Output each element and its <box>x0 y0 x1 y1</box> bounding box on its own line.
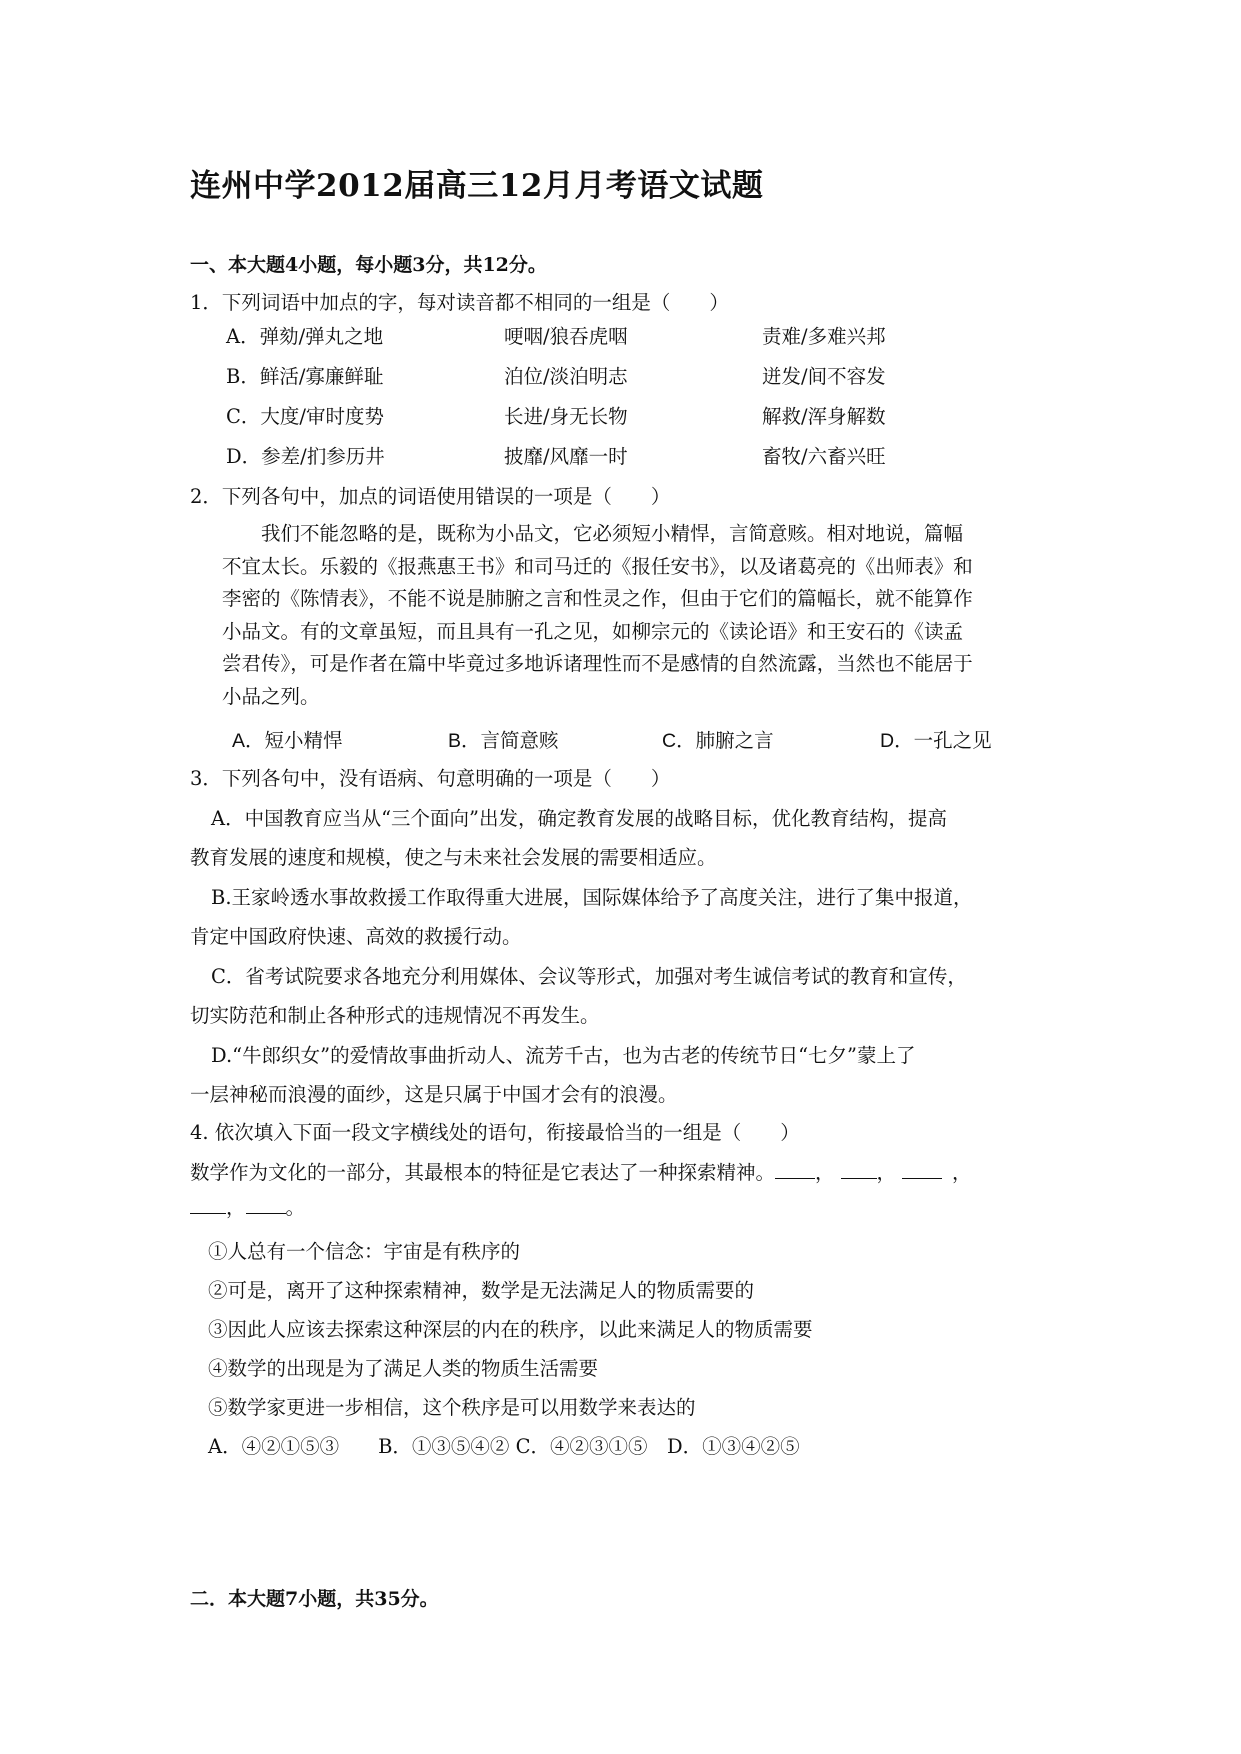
blank-separator: ， <box>815 1161 835 1184</box>
q1-option-c-col3: 解救/浑身解数 <box>762 405 886 428</box>
fill-blank <box>841 1160 877 1179</box>
q1-option-a-col2: 哽咽/狼吞虎咽 <box>504 325 628 348</box>
q2-option-a: A．短小精悍 <box>232 730 343 752</box>
q2-passage-line: 我们不能忽略的是，既称为小品文，它必须短小精悍，言简意赅。相对地说，篇幅 <box>222 522 964 545</box>
q4-options: A．④②①⑤③ B．①③⑤④② C．④②③①⑤ D．①③④②⑤ <box>208 1435 800 1458</box>
q1-option-b-col2: 泊位/淡泊明志 <box>504 365 628 388</box>
q1-option-d-col3: 畜牧/六畜兴旺 <box>762 445 886 468</box>
q3-option-b-line2: 肯定中国政府快速、高效的救援行动。 <box>190 925 522 948</box>
fill-blank <box>775 1160 815 1179</box>
q3-option-c-line2: 切实防范和制止各种形式的违规情况不再发生。 <box>190 1004 600 1027</box>
q1-option-row-a <box>226 321 986 351</box>
q1-option-a-col1: A．弹劾/弹丸之地 <box>226 325 384 348</box>
q3-option-c-line1: C．省考试院要求各地充分利用媒体、会议等形式，加强对考生诚信考试的教育和宣传， <box>211 965 967 988</box>
q2-option-c: C．肺腑之言 <box>662 730 774 752</box>
q1-option-b-col3: 迸发/间不容发 <box>762 365 886 388</box>
blank-separator: 。 <box>285 1196 306 1219</box>
question-1-stem: 1．下列词语中加点的字，每对读音都不相同的一组是（ ） <box>190 291 729 314</box>
q4-item-3: ③因此人应该去探索这种深层的内在的秩序，以此来满足人的物质需要 <box>208 1318 813 1341</box>
q3-option-b-line1: B.王家岭透水事故救援工作取得重大进展，国际媒体给予了高度关注，进行了集中报道， <box>211 886 973 909</box>
q4-passage-line2 <box>190 1192 305 1220</box>
blank-separator: ， <box>876 1161 897 1184</box>
q1-option-row-c <box>226 401 986 431</box>
fill-blank <box>190 1195 226 1214</box>
page-title: 连州中学2012届高三12月月考语文试题 <box>190 168 764 204</box>
q2-option-d: D．一孔之见 <box>880 730 992 752</box>
q1-option-d-col1: D．参差/扪参历井 <box>226 445 385 468</box>
blank-separator: ， <box>952 1161 972 1184</box>
q2-option-b: B．言简意赅 <box>448 730 559 752</box>
question-4-stem: 4. 依次填入下面一段文字横线处的语句，衔接最恰当的一组是（ ） <box>190 1121 800 1144</box>
question-2-stem: 2．下列各句中，加点的词语使用错误的一项是（ ） <box>190 485 671 508</box>
fill-blank <box>902 1160 942 1179</box>
q2-passage-line: 尝君传》，可是作者在篇中毕竟过多地诉诸理性而不是感情的自然流露，当然也不能居于 <box>222 652 973 675</box>
q4-item-2: ②可是，离开了这种探索精神，数学是无法满足人的物质需要的 <box>208 1279 755 1302</box>
q2-passage-line: 小品文。有的文章虽短，而且具有一孔之见，如柳宗元的《读论语》和王安石的《读孟 <box>222 619 964 643</box>
q1-option-d-col2: 披靡/风靡一时 <box>504 445 628 468</box>
q1-option-a-col3: 责难/多难兴邦 <box>762 325 886 348</box>
q3-option-a-line2: 教育发展的速度和规模，使之与未来社会发展的需要相适应。 <box>190 846 717 869</box>
fill-blank <box>246 1195 286 1214</box>
q4-item-1: ①人总有一个信念：宇宙是有秩序的 <box>208 1240 521 1263</box>
q4-item-4: ④数学的出现是为了满足人类的物质生活需要 <box>208 1357 599 1380</box>
q2-passage-line: 不宜太长。乐毅的《报燕惠王书》和司马迁的《报任安书》，以及诸葛亮的《出师表》和 <box>222 554 973 578</box>
q4-passage-line1 <box>190 1157 972 1185</box>
q1-option-row-b <box>226 361 986 391</box>
question-3-stem: 3．下列各句中，没有语病、句意明确的一项是（ ） <box>190 767 671 790</box>
q2-passage-line: 小品之列。 <box>222 684 320 708</box>
q4-passage-text: 数学作为文化的一部分，其最根本的特征是它表达了一种探索精神。 <box>190 1161 776 1184</box>
q1-option-c-col2: 长进/身无长物 <box>504 405 628 428</box>
q4-item-5: ⑤数学家更进一步相信，这个秩序是可以用数学来表达的 <box>208 1396 696 1419</box>
q1-option-row-d <box>226 441 986 471</box>
blank-separator: ， <box>226 1196 246 1219</box>
q2-passage <box>222 518 1072 713</box>
q2-options <box>232 725 1032 755</box>
section-2-heading: 二．本大题7小题，共35分。 <box>190 1588 439 1610</box>
q1-option-b-col1: B．鲜活/寡廉鲜耻 <box>226 365 384 388</box>
q1-option-c-col1: C．大度/审时度势 <box>226 405 384 428</box>
section-1-heading: 一、本大题4小题，每小题3分，共12分。 <box>190 254 547 276</box>
q3-option-a-line1: A．中国教育应当从“三个面向”出发，确定教育发展的战略目标，优化教育结构，提高 <box>211 807 948 830</box>
q2-passage-line: 李密的《陈情表》，不能不说是肺腑之言和性灵之作，但由于它们的篇幅长，就不能算作 <box>222 587 973 610</box>
q3-option-d-line1: D.“牛郎织女”的爱情故事曲折动人、流芳千古，也为古老的传统节日“七夕”蒙上了 <box>211 1044 916 1067</box>
q3-option-d-line2: 一层神秘而浪漫的面纱，这是只属于中国才会有的浪漫。 <box>190 1083 678 1106</box>
